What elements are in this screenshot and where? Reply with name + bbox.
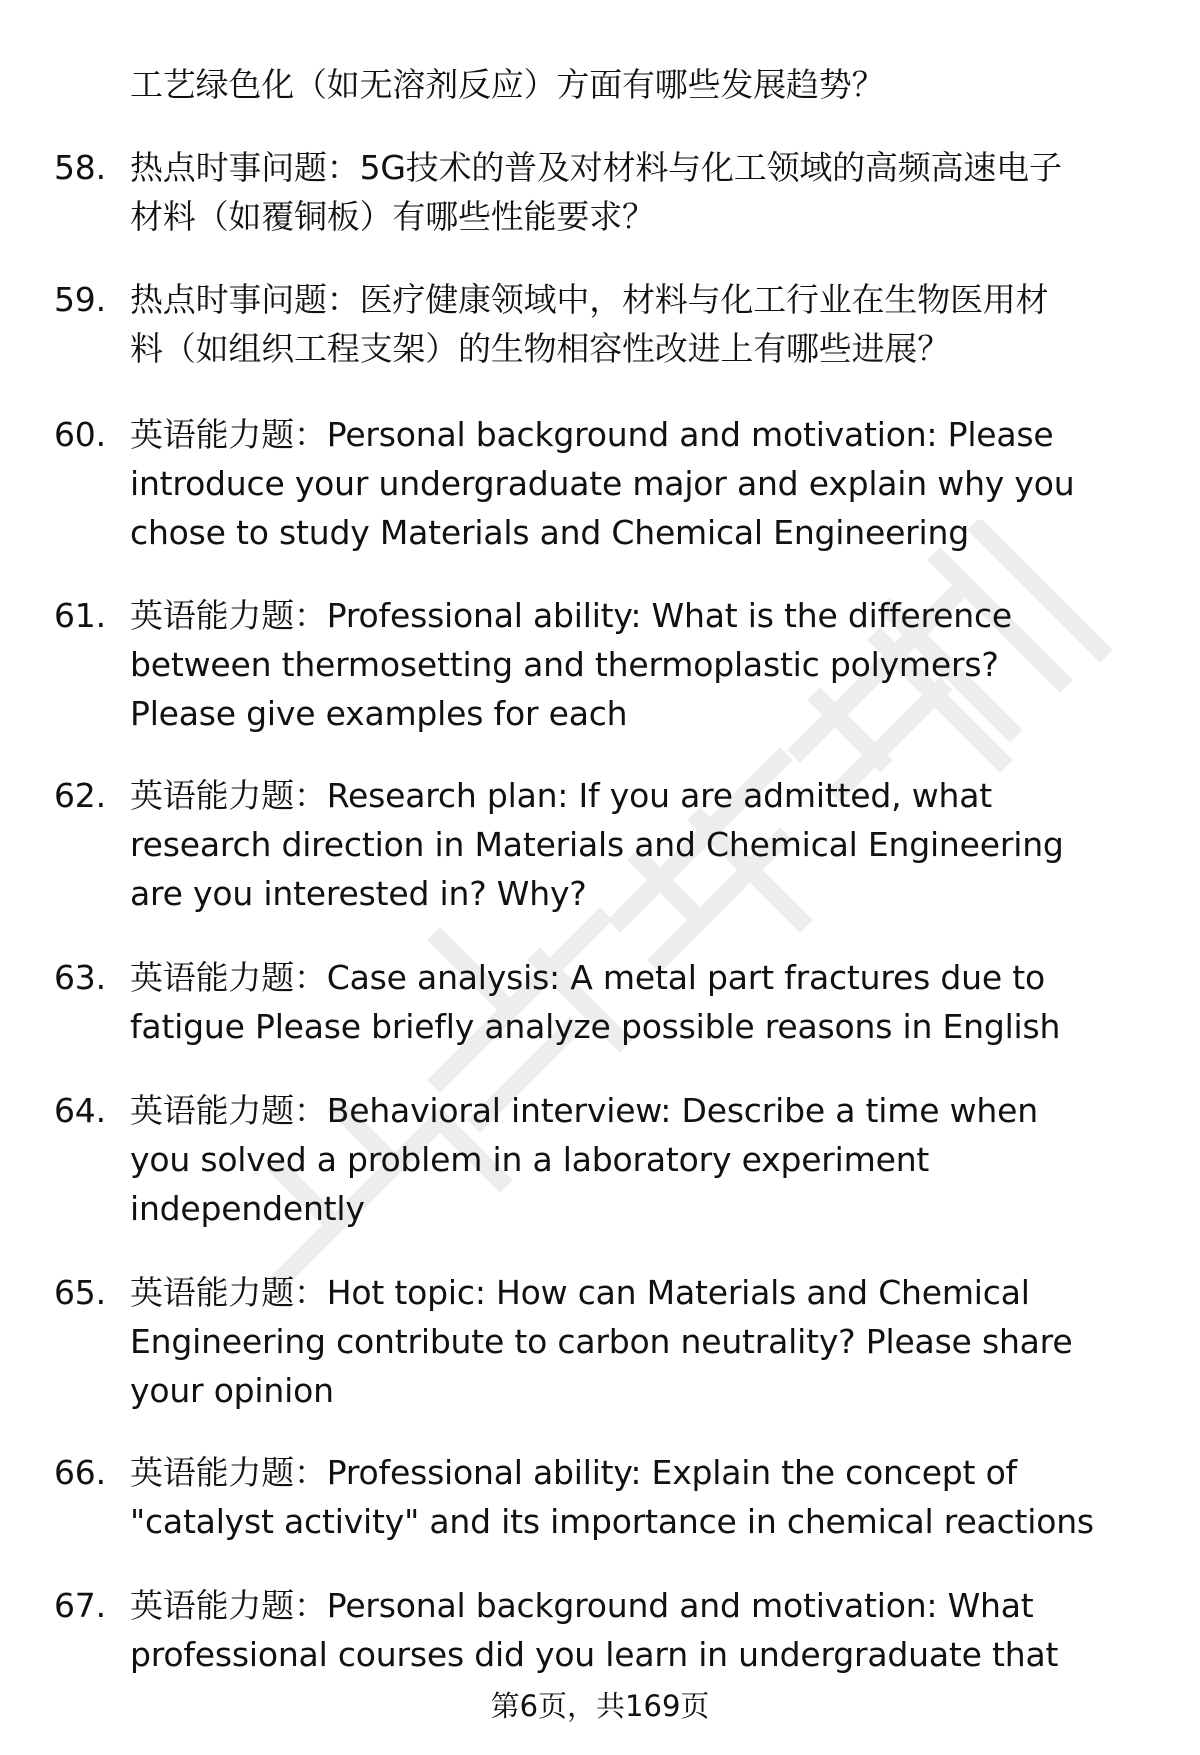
question-text	[130, 60, 1170, 109]
question-number: 58.	[54, 148, 106, 187]
question-text	[130, 275, 1170, 373]
question-number: 67.	[54, 1586, 106, 1625]
question-number: 60.	[54, 415, 106, 454]
question-line: between thermosetting and thermoplastic polymers?	[130, 645, 999, 684]
question-line: introduce your undergraduate major and explain why you	[130, 464, 1075, 503]
question-line: chose to study Materials and Chemical Engineering	[130, 513, 969, 552]
question-text	[130, 953, 1170, 1051]
question-line: 英语能力题：Personal background and motivation: What	[130, 1586, 1034, 1625]
question-text	[130, 410, 1170, 557]
question-line: 热点时事问题：5G技术的普及对材料与化工领域的高频高速电子	[130, 148, 1062, 187]
question-line: Engineering contribute to carbon neutrality? Please share	[130, 1322, 1073, 1361]
question-number: 59.	[54, 280, 106, 319]
question-text	[130, 1268, 1170, 1415]
question-line: 英语能力题：Case analysis: A metal part fractures due to	[130, 958, 1045, 997]
question-line: professional courses did you learn in undergraduate that	[130, 1635, 1059, 1674]
question-line: 料（如组织工程支架）的生物相容性改进上有哪些进展？	[130, 329, 951, 368]
question-line: 英语能力题：Professional ability: Explain the concept of	[130, 1453, 1017, 1492]
question-number: 66.	[54, 1453, 106, 1492]
question-number: 65.	[54, 1273, 106, 1312]
question-line: independently	[130, 1189, 365, 1228]
question-line: 热点时事问题：医疗健康领域中，材料与化工行业在生物医用材	[130, 280, 1049, 319]
question-text	[130, 771, 1170, 918]
question-number: 64.	[54, 1091, 106, 1130]
question-line: 英语能力题：Professional ability: What is the difference	[130, 596, 1013, 635]
question-line: research direction in Materials and Chemical Engineering	[130, 825, 1064, 864]
question-line: fatigue Please briefly analyze possible reasons in English	[130, 1007, 1061, 1046]
question-text	[130, 591, 1170, 738]
question-number: 62.	[54, 776, 106, 815]
question-line: 英语能力题：Personal background and motivation: Please	[130, 415, 1054, 454]
question-text	[130, 143, 1170, 241]
question-line: 英语能力题：Behavioral interview: Describe a time when	[130, 1091, 1038, 1130]
question-line: "catalyst activity" and its importance in chemical reactions	[130, 1502, 1094, 1541]
question-line: you solved a problem in a laboratory experiment	[130, 1140, 930, 1179]
question-number: 61.	[54, 596, 106, 635]
question-text	[130, 1581, 1170, 1679]
page-indicator: 第6页，共169页	[490, 1689, 710, 1723]
question-line: 英语能力题：Research plan: If you are admitted, what	[130, 776, 992, 815]
question-line: Please give examples for each	[130, 694, 628, 733]
question-number: 63.	[54, 958, 106, 997]
question-line: are you interested in? Why?	[130, 874, 587, 913]
question-line: 英语能力题：Hot topic: How can Materials and Chemical	[130, 1273, 1030, 1312]
question-text	[130, 1448, 1170, 1546]
question-line: your opinion	[130, 1371, 334, 1410]
question-line: 工艺绿色化（如无溶剂反应）方面有哪些发展趋势？	[130, 65, 885, 104]
question-line: 材料（如覆铜板）有哪些性能要求？	[130, 197, 655, 236]
question-text	[130, 1086, 1170, 1233]
